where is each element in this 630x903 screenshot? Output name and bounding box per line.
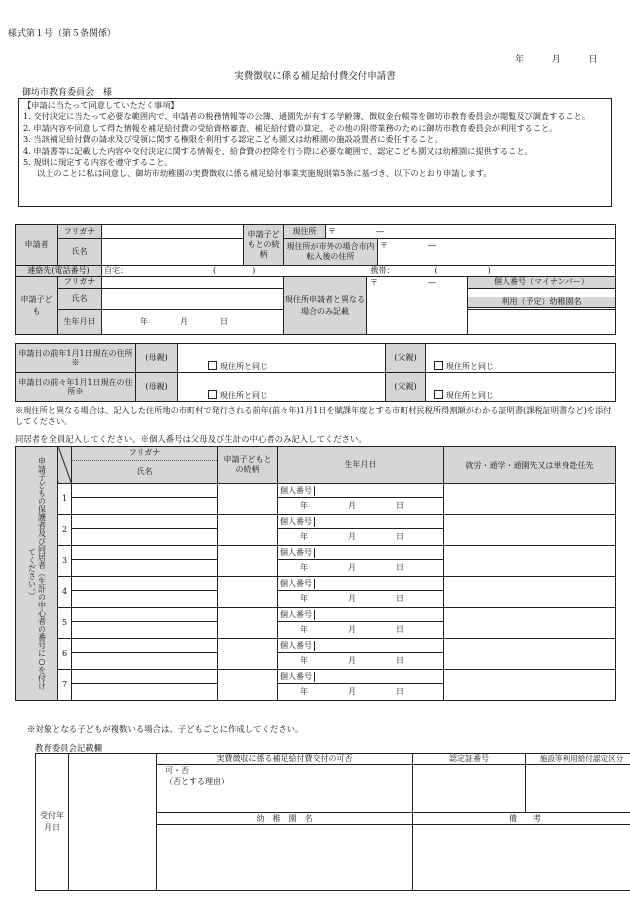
household-name-input[interactable] <box>72 591 218 608</box>
relation-label: 申請子どもとの続柄 <box>244 225 284 266</box>
prev2-father-label: (父親) <box>386 373 426 402</box>
remarks-header: 備 考 <box>413 813 630 825</box>
child-furigana-label: フリガナ <box>58 277 102 289</box>
prev-address-table <box>15 343 616 402</box>
household-birth-input[interactable]: 年 月 日 <box>278 622 444 639</box>
date-line <box>515 52 598 65</box>
addressee: 御坊市教育委員会 様 <box>22 88 113 98</box>
kindergarten-input[interactable] <box>157 825 413 891</box>
household-work-input[interactable] <box>444 639 616 670</box>
household-birth-input[interactable]: 年 月 日 <box>278 498 444 515</box>
household-work-header: 就労・通学・通園先又は単身赴任先 <box>444 447 616 484</box>
same-address-checkbox[interactable] <box>208 390 217 399</box>
household-work-input[interactable] <box>444 670 616 701</box>
prev-year-label: 申請日の前年1月1日現在の住所※ <box>16 344 136 373</box>
household-relation-input[interactable] <box>218 639 278 670</box>
form-number: 様式第１号（第５条関係） <box>8 29 117 39</box>
applicant-furigana-label: フリガナ <box>58 225 102 239</box>
consent-item: 5. 規則に規定する内容を遵守すること。 <box>23 157 173 168</box>
household-name-input[interactable] <box>72 560 218 577</box>
prev2-mother-label: (母親) <box>136 373 178 402</box>
date-month: 月 <box>551 55 561 65</box>
office-table <box>35 753 630 891</box>
household-name-input[interactable] <box>72 498 218 515</box>
prev-father-label: (父親) <box>386 344 426 373</box>
household-relation-input[interactable] <box>218 577 278 608</box>
child-label: 申請子ども <box>16 277 58 335</box>
consent-closing: 以上のことに私は同意し、御坊市幼稚園の実費徴収に係る補足給付事業実施規則第5条に基づき、以下のとおり申請します。 <box>37 168 492 179</box>
household-row-number[interactable]: 6 <box>58 639 72 670</box>
household-relation-input[interactable] <box>218 546 278 577</box>
date-day: 日 <box>588 55 598 65</box>
mobile-phone-input[interactable]: 携帯： ( ) <box>326 266 616 277</box>
household-name-input[interactable] <box>72 529 218 546</box>
household-birth-input[interactable]: 年 月 日 <box>278 684 444 701</box>
prev2-year-label: 申請日の前々年1月1日現在の住所※ <box>16 373 136 402</box>
child-birth-input[interactable]: 年 月 日 <box>102 309 284 334</box>
outside-address-label: 現住所が市外の場合市内転入後の住所 <box>284 239 378 266</box>
received-date-input[interactable] <box>69 754 157 891</box>
approval-input[interactable] <box>157 765 413 813</box>
household-work-input[interactable] <box>444 515 616 546</box>
note-multiple-children: ※対象となる子どもが複数いる場合は、子どもごとに作成してください。 <box>27 724 304 734</box>
household-work-input[interactable] <box>444 546 616 577</box>
household-name-input[interactable] <box>72 622 218 639</box>
household-furigana-input[interactable] <box>72 484 218 498</box>
applicant-name-input[interactable] <box>102 239 244 266</box>
household-birth-input[interactable]: 年 月 日 <box>278 560 444 577</box>
household-row-number[interactable]: 4 <box>58 577 72 608</box>
yes-no-text: 可・否 <box>165 766 189 775</box>
household-row-number[interactable]: 1 <box>58 484 72 515</box>
household-birth-input[interactable]: 年 月 日 <box>278 591 444 608</box>
prev-mother-input[interactable]: 現住所と同じ <box>178 344 386 373</box>
consent-item: 4. 申請書等に記載した内容や交付決定に関する情報を、給食費の控除を行う際に必要な範囲で、認定こども園又は幼稚園に提供すること。 <box>23 145 533 156</box>
consent-item: 3. 当該補足給付費の請求及び受領に関する権限を利用する認定こども園又は幼稚園の施設設置者に委任すること。 <box>23 134 443 145</box>
child-mynumber-input[interactable] <box>468 288 616 309</box>
household-furigana-input[interactable] <box>72 546 218 560</box>
household-row-number[interactable]: 2 <box>58 515 72 546</box>
applicant-name-label: 氏名 <box>58 239 102 266</box>
home-phone-input[interactable]: 自宅： ( ) <box>102 266 326 277</box>
household-side-label: 申請子どもの保護者及び同居者（生計の中心者の番号に○を付けてください。） <box>16 447 58 701</box>
cert-no-header: 認定証番号 <box>413 754 526 765</box>
child-name-input[interactable] <box>102 288 284 309</box>
household-mynumber-input[interactable]: 個人番号 <box>278 608 444 622</box>
diagonal-cell <box>58 447 72 484</box>
page-title: 実費徴収に係る補足給付費交付申請書 <box>234 71 396 82</box>
household-birth-header: 生年月日 <box>278 447 444 484</box>
child-address-note: 現住所申請者と異なる場合のみ記載 <box>284 277 367 334</box>
consent-box <box>18 98 612 207</box>
same-address-checkbox[interactable] <box>208 361 217 370</box>
household-work-input[interactable] <box>444 577 616 608</box>
prev2-father-input[interactable]: 現住所と同じ <box>426 373 616 402</box>
note-tax-certificate: ※現住所と異なる場合は、記入した住所地の市町村で発行される前年(前々年)1月1日を賦課年度とする市町村民税所得割額がわかる証明書(課税証明書など)を添付してください。 <box>15 405 612 426</box>
child-name-label: 氏名 <box>58 288 102 309</box>
contact-label: 連絡先(電話番号) <box>16 266 102 277</box>
applicant-label: 申請者 <box>16 225 58 266</box>
household-mynumber-input[interactable]: 個人番号 <box>278 577 444 591</box>
school-input[interactable] <box>468 309 616 334</box>
child-address-block <box>284 277 468 335</box>
applicant-furigana-input[interactable] <box>102 225 244 239</box>
outside-address-input-2[interactable] <box>378 253 616 266</box>
household-work-input[interactable] <box>444 608 616 639</box>
prev2-mother-input[interactable]: 現住所と同じ <box>178 373 386 402</box>
household-furigana-input[interactable] <box>72 639 218 653</box>
household-row-number[interactable]: 7 <box>58 670 72 701</box>
household-table <box>15 446 616 701</box>
household-row-number[interactable]: 3 <box>58 546 72 577</box>
household-relation-input[interactable] <box>218 484 278 515</box>
household-furigana-input[interactable] <box>72 670 218 684</box>
consent-item: 1. 交付決定に当たって必要な範囲内で、申請者の税務情報等の公簿、通園先が有する学齢簿、徴収金台帳等を御坊市教育委員会が閲覧及び調査すること。 <box>23 111 591 122</box>
household-name-header: フリガナ 氏名 <box>72 447 218 484</box>
household-furigana-input[interactable] <box>72 577 218 591</box>
remarks-input[interactable] <box>413 825 630 891</box>
received-date-label: 受付年月日 <box>36 754 69 891</box>
household-mynumber-input[interactable]: 個人番号 <box>278 670 444 684</box>
household-mynumber-input[interactable]: 個人番号 <box>278 639 444 653</box>
facility-class-input[interactable] <box>526 765 630 813</box>
household-relation-input[interactable] <box>218 670 278 701</box>
same-address-checkbox[interactable] <box>434 390 443 399</box>
household-furigana-input[interactable] <box>72 515 218 529</box>
household-mynumber-input[interactable]: 個人番号 <box>278 546 444 560</box>
facility-class-header: 施設等利用給付認定区分 <box>526 754 630 765</box>
household-relation-input[interactable] <box>218 608 278 639</box>
outside-address-input[interactable]: 〒 ― <box>378 239 616 253</box>
household-row-number[interactable]: 5 <box>58 608 72 639</box>
child-mynumber-label: 個人番号（マイナンバー） <box>468 277 616 289</box>
office-heading: 教育委員会記載欄 <box>35 743 102 753</box>
reason-text: （否とする理由） <box>165 777 229 786</box>
school-label: 利用（予定）幼稚園名 <box>468 297 615 308</box>
household-relation-header: 申請子どもとの続柄 <box>218 447 278 484</box>
cert-no-input[interactable] <box>413 765 526 813</box>
approval-header: 実費徴収に係る補足給付費交付の可否 <box>157 754 413 765</box>
current-address-label: 現住所 <box>284 225 326 239</box>
consent-heading: 【申請に当たって同意していただく事項】 <box>23 100 179 110</box>
child-furigana-input[interactable] <box>102 277 284 289</box>
child-birth-label: 生年月日 <box>58 309 102 334</box>
date-year: 年 <box>515 55 525 65</box>
note-household: 同居者を全員記入してください。※個人番号は父母及び生計の中心者のみ記入してください。 <box>15 434 367 444</box>
household-name-input[interactable] <box>72 653 218 670</box>
child-address-input[interactable]: 〒 ― <box>370 278 436 287</box>
household-relation-input[interactable] <box>218 515 278 546</box>
prev-father-input[interactable]: 現住所と同じ <box>426 344 616 373</box>
prev-mother-label: (母親) <box>136 344 178 373</box>
same-address-checkbox[interactable] <box>434 361 443 370</box>
household-birth-input[interactable]: 年 月 日 <box>278 529 444 546</box>
applicant-table <box>15 224 616 335</box>
household-mynumber-input[interactable]: 個人番号 <box>278 515 444 529</box>
current-address-input[interactable]: 〒 ― <box>326 225 616 239</box>
household-birth-input[interactable]: 年 月 日 <box>278 653 444 670</box>
consent-item: 2. 申請内容や同意して得た情報を補足給付費の受給資格審査、補足給付費の算定、その他の附帯業務のために御坊市教育委員会が利用すること。 <box>23 122 558 133</box>
household-name-input[interactable] <box>72 684 218 701</box>
household-work-input[interactable] <box>444 484 616 515</box>
household-furigana-input[interactable] <box>72 608 218 622</box>
kindergarten-header: 幼 稚 園 名 <box>157 813 413 825</box>
household-mynumber-input[interactable]: 個人番号 <box>278 484 444 498</box>
